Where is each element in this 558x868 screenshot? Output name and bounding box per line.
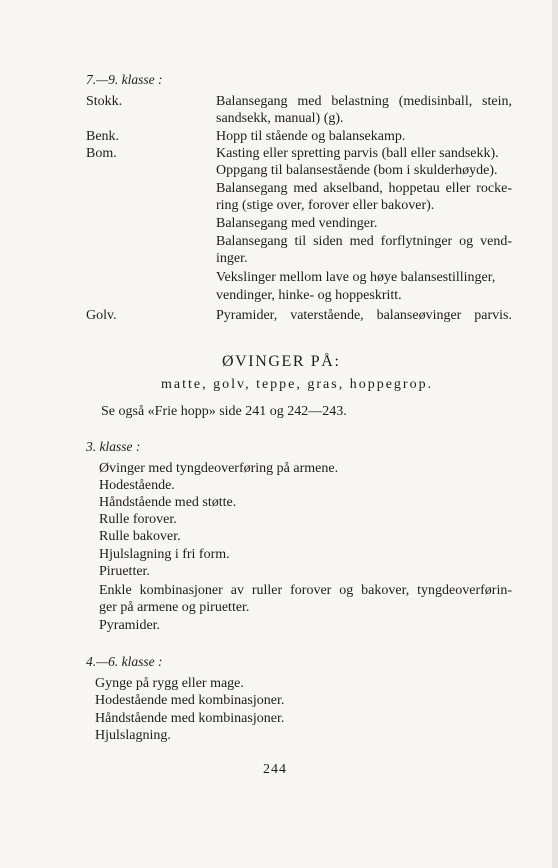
exercise-line: Hopp til stående og balansekamp. [216,129,406,144]
exercise-line: Pyramider, vaterstående, balanseøvinger parvis. [216,308,512,323]
exercise-line: Hodestående med kombinasjoner. [95,693,285,708]
exercise-line: inger. [216,251,248,266]
exercise-line: Håndstående med kombinasjoner. [95,711,285,726]
section-label-7-9: 7.—9. klasse : [86,72,163,87]
page-edge [552,0,558,868]
exercise-line: Gynge på rygg eller mage. [95,676,244,691]
exercise-line: Balansegang med vendinger. [216,216,378,231]
exercise-line: Hjulslagning. [95,728,171,743]
exercise-line: Hodestående. [99,478,175,493]
apparatus-bom: Bom. [86,146,117,161]
section-label-4-6: 4.—6. klasse : [86,654,163,669]
exercise-line: Enkle kombinasjoner av ruller forover og bakover, tyngdeoverførin- [99,583,512,598]
exercise-line: Vekslinger mellom lave og høye balansestillinger, [216,270,496,285]
exercise-line: ring (stige over, forover eller bakover). [216,198,435,213]
page-number: 244 [263,762,287,777]
exercise-line: Piruetter. [99,564,150,579]
exercise-line: Hjulslagning i fri form. [99,547,230,562]
exercise-line: Rulle forover. [99,512,177,527]
exercise-line: Pyramider. [99,618,161,633]
exercise-line: ger på armene og piruetter. [99,600,250,615]
exercise-line: Balansegang til siden med forflytninger og vend- [216,234,512,249]
section-subheading: matte, golv, teppe, gras, hoppegrop. [161,377,434,392]
exercise-line: Håndstående med støtte. [99,495,237,510]
exercise-line: vendinger, hinke- og hoppeskritt. [216,288,402,303]
section-heading: ØVINGER PÅ: [222,353,341,370]
cross-reference-note: Se også «Frie hopp» side 241 og 242—243. [101,404,347,419]
section-label-3: 3. klasse : [86,439,141,454]
exercise-line: Rulle bakover. [99,529,181,544]
apparatus-stokk: Stokk. [86,94,123,109]
apparatus-golv: Golv. [86,308,117,323]
exercise-line: Øvinger med tyngdeoverføring på armene. [99,461,339,476]
exercise-line: Kasting eller spretting parvis (ball eller sandsekk). [216,146,499,161]
exercise-line: sandsekk, manual) (g). [216,111,344,126]
exercise-line: Balansegang med akselband, hoppetau eller rocke- [216,181,512,196]
exercise-line: Balansegang med belastning (medisinball, stein, [216,94,512,109]
apparatus-benk: Benk. [86,129,120,144]
exercise-line: Oppgang til balansestående (bom i skulderhøyde). [216,163,498,178]
